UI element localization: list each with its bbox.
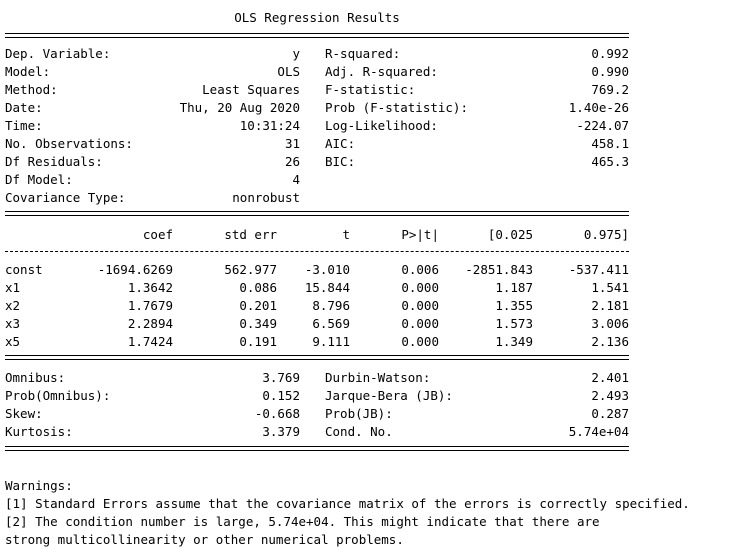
summary-left-label: Model: bbox=[5, 64, 51, 79]
ci-high-value: 1.541 bbox=[591, 280, 629, 295]
dashed-rule bbox=[5, 251, 629, 252]
diagnostic-right-label: Durbin-Watson: bbox=[325, 370, 431, 385]
summary-left-value: 26 bbox=[284, 154, 300, 169]
coef-header: coef bbox=[142, 227, 173, 242]
summary-right-label: BIC: bbox=[325, 154, 356, 169]
summary-left-value: OLS bbox=[277, 64, 300, 79]
ci-high-value: 2.136 bbox=[591, 334, 629, 349]
stderr-value: 0.201 bbox=[239, 298, 277, 313]
coef-value: 1.7424 bbox=[127, 334, 173, 349]
summary-right-label: Log-Likelihood: bbox=[325, 118, 438, 133]
ci-low-value: 1.349 bbox=[495, 334, 533, 349]
t-value: -3.010 bbox=[304, 262, 350, 277]
results-title: OLS Regression Results bbox=[234, 10, 400, 25]
summary-right-value: 458.1 bbox=[591, 136, 629, 151]
coef-value: 1.7679 bbox=[127, 298, 173, 313]
ci-low-value: 1.355 bbox=[495, 298, 533, 313]
summary-left-label: Date: bbox=[5, 100, 43, 115]
diagnostic-right-label: Prob(JB): bbox=[325, 406, 393, 421]
summary-left-value: y bbox=[292, 46, 300, 61]
ci-low-value: -2851.843 bbox=[465, 262, 533, 277]
double-rule bbox=[5, 33, 629, 38]
ci-high-value: 3.006 bbox=[591, 316, 629, 331]
summary-left-label: Method: bbox=[5, 82, 58, 97]
variable-name: x3 bbox=[5, 316, 21, 331]
summary-left-label: No. Observations: bbox=[5, 136, 133, 151]
coef-value: -1694.6269 bbox=[97, 262, 173, 277]
t-value: 9.111 bbox=[312, 334, 350, 349]
ci-low-value: 1.187 bbox=[495, 280, 533, 295]
summary-right-label: F-statistic: bbox=[325, 82, 416, 97]
diagnostic-left-value: 3.769 bbox=[262, 370, 300, 385]
double-rule bbox=[5, 355, 629, 360]
variable-name: x2 bbox=[5, 298, 21, 313]
ci-low-value: 1.573 bbox=[495, 316, 533, 331]
warning-text: strong multicollinearity or other numerical problems. bbox=[5, 532, 404, 547]
p-value: 0.006 bbox=[401, 262, 439, 277]
summary-left-value: 4 bbox=[292, 172, 300, 187]
diagnostic-left-label: Omnibus: bbox=[5, 370, 66, 385]
summary-right-value: 465.3 bbox=[591, 154, 629, 169]
summary-right-value: 1.40e-26 bbox=[568, 100, 629, 115]
summary-left-label: Dep. Variable: bbox=[5, 46, 111, 61]
diagnostic-right-label: Jarque-Bera (JB): bbox=[325, 388, 453, 403]
diagnostic-left-value: 3.379 bbox=[262, 424, 300, 439]
stderr-value: 0.191 bbox=[239, 334, 277, 349]
t-header: t bbox=[342, 227, 350, 242]
diagnostic-right-label: Cond. No. bbox=[325, 424, 393, 439]
coef-value: 1.3642 bbox=[127, 280, 173, 295]
summary-right-label: Prob (F-statistic): bbox=[325, 100, 468, 115]
ci-high-value: -537.411 bbox=[568, 262, 629, 277]
summary-right-value: -224.07 bbox=[576, 118, 629, 133]
summary-right-value: 0.992 bbox=[591, 46, 629, 61]
ci-low-header: [0.025 bbox=[487, 227, 533, 242]
diagnostic-right-value: 0.287 bbox=[591, 406, 629, 421]
t-value: 8.796 bbox=[312, 298, 350, 313]
variable-name: x1 bbox=[5, 280, 21, 295]
warnings-heading-text: Warnings: bbox=[5, 478, 73, 493]
summary-left-value: 31 bbox=[284, 136, 300, 151]
variable-name: const bbox=[5, 262, 43, 277]
summary-left-label: Df Residuals: bbox=[5, 154, 103, 169]
t-value: 15.844 bbox=[304, 280, 350, 295]
diagnostic-right-value: 2.401 bbox=[591, 370, 629, 385]
double-rule bbox=[5, 446, 629, 451]
stderr-value: 562.977 bbox=[224, 262, 277, 277]
summary-left-value: 10:31:24 bbox=[239, 118, 300, 133]
summary-left-label: Time: bbox=[5, 118, 43, 133]
diagnostic-right-value: 2.493 bbox=[591, 388, 629, 403]
stderr-value: 0.349 bbox=[239, 316, 277, 331]
p-value: 0.000 bbox=[401, 280, 439, 295]
warning-text: [2] The condition number is large, 5.74e+04. This might indicate that there are bbox=[5, 514, 600, 529]
stderr-header: std err bbox=[224, 227, 277, 242]
p-value: 0.000 bbox=[401, 316, 439, 331]
diagnostic-left-label: Skew: bbox=[5, 406, 43, 421]
diagnostic-left-label: Prob(Omnibus): bbox=[5, 388, 111, 403]
double-rule bbox=[5, 211, 629, 216]
summary-right-label: R-squared: bbox=[325, 46, 401, 61]
diagnostic-left-label: Kurtosis: bbox=[5, 424, 73, 439]
coef-value: 2.2894 bbox=[127, 316, 173, 331]
diagnostic-left-value: 0.152 bbox=[262, 388, 300, 403]
summary-left-value: nonrobust bbox=[232, 190, 300, 205]
variable-name: x5 bbox=[5, 334, 21, 349]
p-value: 0.000 bbox=[401, 298, 439, 313]
summary-left-label: Covariance Type: bbox=[5, 190, 126, 205]
diagnostic-right-value: 5.74e+04 bbox=[568, 424, 629, 439]
ci-high-value: 2.181 bbox=[591, 298, 629, 313]
summary-left-label: Df Model: bbox=[5, 172, 73, 187]
p-value: 0.000 bbox=[401, 334, 439, 349]
summary-left-value: Least Squares bbox=[202, 82, 300, 97]
summary-right-value: 0.990 bbox=[591, 64, 629, 79]
summary-right-label: AIC: bbox=[325, 136, 356, 151]
warning-text: [1] Standard Errors assume that the covariance matrix of the errors is correctly specified. bbox=[5, 496, 690, 511]
t-value: 6.569 bbox=[312, 316, 350, 331]
summary-right-value: 769.2 bbox=[591, 82, 629, 97]
ci-high-header: 0.975] bbox=[583, 227, 629, 242]
pvalue-header: P>|t| bbox=[401, 227, 439, 242]
summary-right-label: Adj. R-squared: bbox=[325, 64, 438, 79]
diagnostic-left-value: -0.668 bbox=[254, 406, 300, 421]
summary-left-value: Thu, 20 Aug 2020 bbox=[179, 100, 300, 115]
stderr-value: 0.086 bbox=[239, 280, 277, 295]
